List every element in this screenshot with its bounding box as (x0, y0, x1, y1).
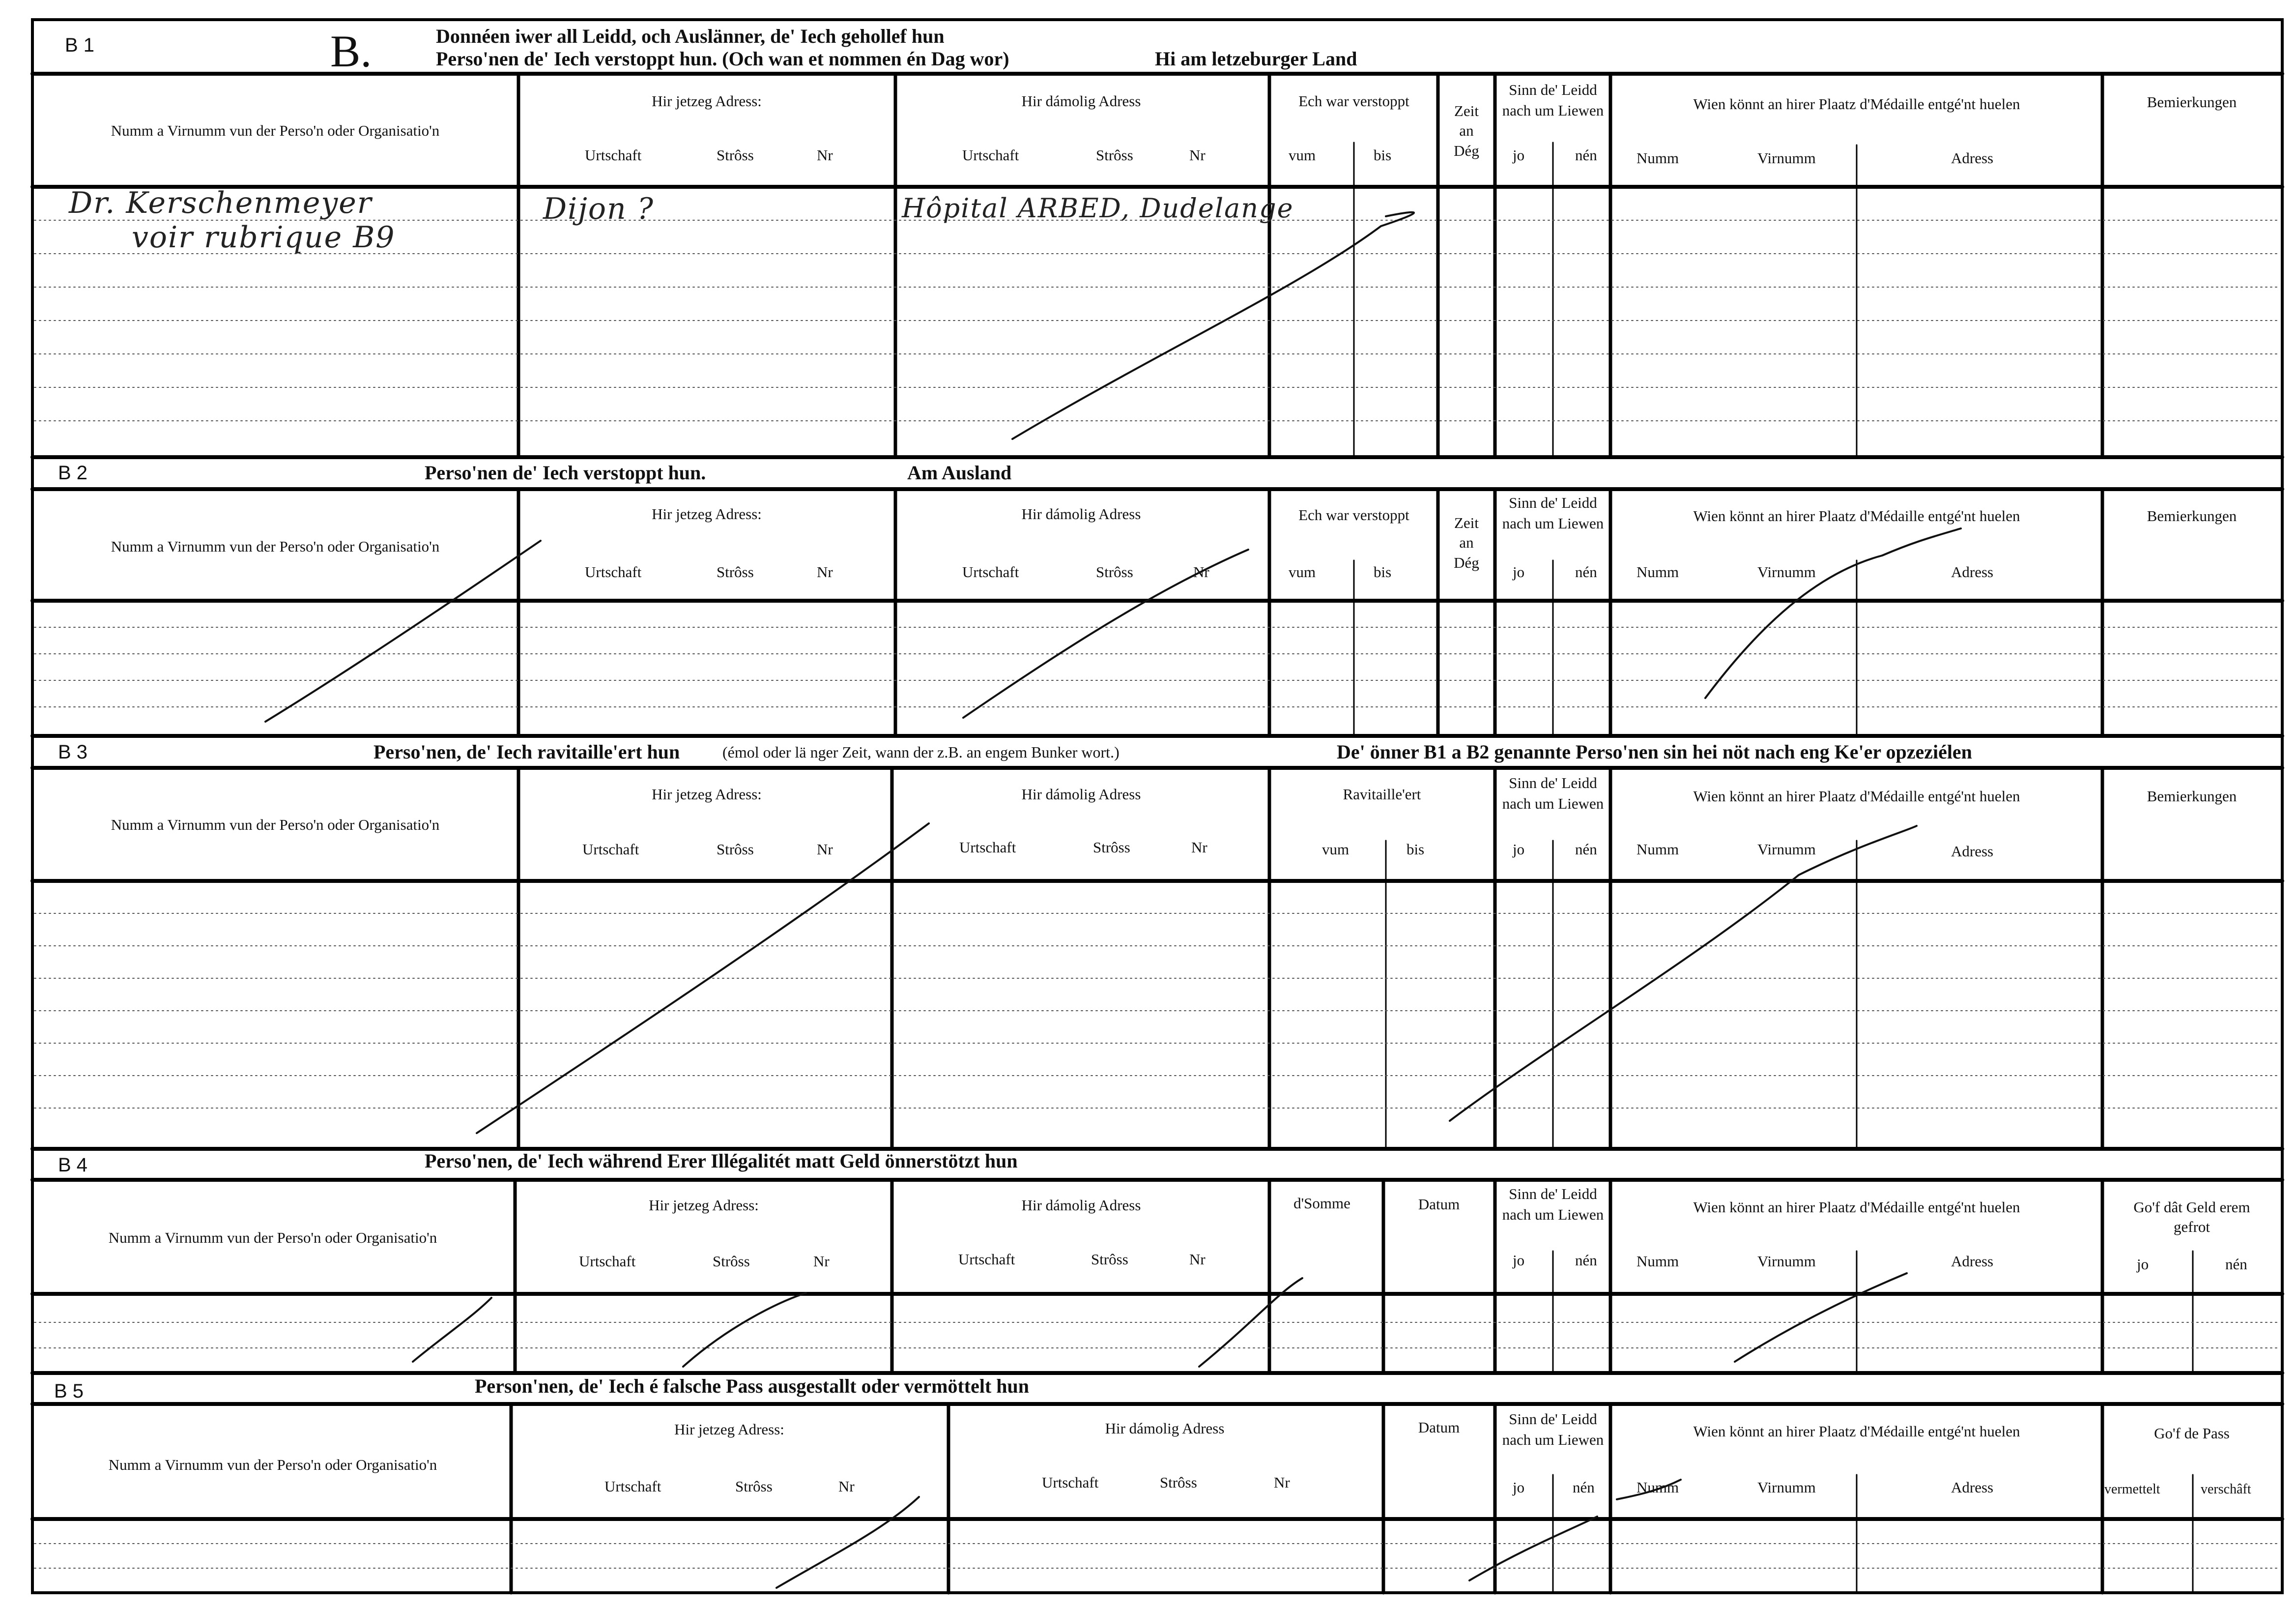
b5-col-arranged: vermettelt (2104, 1482, 2160, 1497)
b1-col-alive: Sinn de' Leidd nach um Liewen (1502, 81, 1604, 119)
b4-col-sum: d'Somme (1293, 1195, 1350, 1212)
b2-col-former-locality: Urtschaft (962, 563, 1019, 581)
b5-col-yes: jo (1513, 1479, 1525, 1496)
b5-col-former-address: Hir dámolig Adress (1105, 1420, 1225, 1437)
b4-col-surname: Numm (1636, 1253, 1679, 1270)
b5-col-current-address: Hir jetzeg Adress: (674, 1421, 784, 1438)
b5-col-name: Numm a Virnumm vun der Perso'n oder Organisatio'n (108, 1456, 437, 1473)
b3-col-medal: Wien könnt an hirer Plaatz d'Médaille entgé'nt huelen (1693, 788, 2020, 805)
b3-col-number: Nr (817, 841, 833, 858)
b2-col-alive: Sinn de' Leidd nach um Liewen (1502, 494, 1604, 532)
b2-col-number: Nr (817, 563, 833, 581)
b2-col-former-street: Strôss (1096, 563, 1133, 581)
b1-col-address: Adress (1951, 149, 1994, 167)
b5-col-former-number: Nr (1274, 1474, 1290, 1491)
b4-col-number: Nr (813, 1253, 830, 1270)
section-b2-title-suffix: Am Ausland (907, 462, 1012, 484)
b4-col-yes: jo (1513, 1252, 1525, 1269)
b4-col-former-address: Hir dámolig Adress (1021, 1197, 1141, 1214)
b1-col-surname: Numm (1636, 149, 1679, 167)
section-b2-code: B 2 (58, 462, 88, 484)
b2-col-firstname: Virnumm (1757, 563, 1816, 581)
b2-col-to: bis (1374, 563, 1392, 581)
b5-col-no: nén (1573, 1479, 1595, 1496)
b3-col-former-street: Strôss (1093, 839, 1130, 856)
b3-col-surname: Numm (1636, 841, 1679, 858)
b4-col-locality: Urtschaft (579, 1253, 636, 1270)
b5-col-address: Adress (1951, 1479, 1994, 1496)
b3-col-former-number: Nr (1191, 839, 1207, 856)
b3-col-former-locality: Urtschaft (959, 839, 1016, 856)
b1-handwritten-name: Dr. Kerschenmeyer (69, 186, 373, 220)
b3-col-former-address: Hir dámolig Adress (1021, 786, 1141, 803)
b2-col-street: Strôss (717, 563, 754, 581)
b1-col-current-address: Hir jetzeg Adress: (652, 92, 762, 110)
b4-col-money-back: Go'f dât Geld erem gefrot (2133, 1198, 2250, 1236)
b5-col-street: Strôss (735, 1478, 773, 1495)
b3-col-locality: Urtschaft (582, 841, 639, 858)
b5-col-passport: Go'f de Pass (2154, 1425, 2230, 1442)
b1-handwritten-former-place: Hôpital ARBED, Dudelange (902, 193, 1294, 224)
b1-col-firstname: Virnumm (1757, 149, 1816, 167)
b1-col-former-locality: Urtschaft (962, 146, 1019, 164)
b4-col-name: Numm a Virnumm vun der Perso'n oder Organisatio'n (108, 1229, 437, 1246)
section-b1-code: B 1 (65, 34, 95, 56)
b1-col-no: nén (1575, 146, 1597, 164)
section-b5-code: B 5 (54, 1380, 84, 1402)
b1-col-locality: Urtschaft (585, 146, 642, 164)
b1-col-number: Nr (817, 146, 833, 164)
b2-col-from: vum (1289, 563, 1316, 581)
b1-col-yes: jo (1513, 146, 1525, 164)
b3-col-current-address: Hir jetzeg Adress: (652, 786, 762, 803)
b4-col-former-street: Strôss (1091, 1251, 1128, 1268)
b3-col-no: nén (1575, 841, 1597, 858)
b4-col-former-number: Nr (1189, 1251, 1205, 1268)
b2-col-former-address: Hir dámolig Adress (1021, 505, 1141, 523)
b4-col-alive: Sinn de' Leidd nach um Liewen (1502, 1185, 1604, 1223)
section-b3-code: B 3 (58, 741, 88, 763)
b1-col-to: bis (1374, 146, 1392, 164)
b1-col-name: Numm a Virnumm vun der Perso'n oder Organisatio'n (111, 122, 440, 139)
b1-col-days: Zeit an Dég (1454, 102, 1479, 159)
b5-col-number: Nr (838, 1478, 855, 1495)
b2-col-address: Adress (1951, 563, 1994, 581)
section-b3-title-suffix: De' önner B1 a B2 genannte Perso'nen sin hei nöt nach eng Ke'er opzeziélen (1337, 741, 1972, 763)
b5-col-locality: Urtschaft (604, 1478, 661, 1495)
section-b5-title: Person'nen, de' Iech é falsche Pass ausgestallt oder vermöttelt hun (475, 1375, 1030, 1397)
section-b3-title: Perso'nen, de' Iech ravitaille'ert hun (373, 741, 680, 763)
b2-col-former-number: Nr (1193, 563, 1209, 581)
b4-col-money-yes: jo (2137, 1256, 2149, 1273)
section-b1-title-suffix: Hi am letzeburger Land (1155, 48, 1357, 70)
section-b1-title-line1: Donnéen iwer all Leidd, och Auslänner, de' Iech gehollef hun (436, 25, 945, 47)
b3-col-yes: jo (1513, 841, 1525, 858)
b2-col-hidden: Ech war verstoppt (1298, 506, 1409, 524)
section-b1-title-line2: Perso'nen de' Iech verstoppt hun. (Och wan et nommen én Dag wor) (436, 48, 1009, 70)
b4-col-firstname: Virnumm (1757, 1253, 1816, 1270)
b1-col-remarks: Bemierkungen (2147, 93, 2237, 111)
b4-col-money-no: nén (2225, 1256, 2247, 1273)
b3-col-street: Strôss (717, 841, 754, 858)
section-b2-title: Perso'nen de' Iech verstoppt hun. (425, 462, 706, 484)
b4-col-no: nén (1575, 1252, 1597, 1269)
b1-handwritten-current-place: Dijon ? (543, 192, 654, 226)
b1-col-hidden: Ech war verstoppt (1298, 92, 1409, 110)
b3-col-alive: Sinn de' Leidd nach um Liewen (1502, 774, 1604, 812)
b2-col-days: Zeit an Dég (1454, 514, 1479, 571)
b2-col-name: Numm a Virnumm vun der Perso'n oder Organisatio'n (111, 538, 440, 555)
b1-col-from: vum (1289, 146, 1316, 164)
b1-col-street: Strôss (717, 146, 754, 164)
b5-col-former-locality: Urtschaft (1042, 1474, 1099, 1491)
b1-col-former-street: Strôss (1096, 146, 1133, 164)
b2-col-current-address: Hir jetzeg Adress: (652, 505, 762, 523)
form-letter: B. (330, 26, 372, 76)
b3-col-address: Adress (1951, 843, 1994, 860)
b4-col-medal: Wien könnt an hirer Plaatz d'Médaille entgé'nt huelen (1693, 1198, 2020, 1216)
b2-col-remarks: Bemierkungen (2147, 507, 2237, 525)
b4-col-date: Datum (1418, 1196, 1460, 1213)
b3-col-supplied: Ravitaille'ert (1343, 786, 1421, 803)
b5-col-procured: verschâft (2201, 1482, 2251, 1497)
b1-col-former-address: Hir dámolig Adress (1021, 92, 1141, 110)
b5-col-alive: Sinn de' Leidd nach um Liewen (1502, 1410, 1604, 1448)
b4-col-address: Adress (1951, 1253, 1994, 1270)
b2-col-medal: Wien könnt an hirer Plaatz d'Médaille entgé'nt huelen (1693, 507, 2020, 525)
b3-col-remarks: Bemierkungen (2147, 788, 2237, 805)
b2-col-surname: Numm (1636, 563, 1679, 581)
b3-col-from: vum (1322, 841, 1349, 858)
b1-col-medal: Wien könnt an hirer Plaatz d'Médaille entgé'nt huelen (1693, 95, 2020, 113)
b2-col-yes: jo (1513, 563, 1525, 581)
section-b4-code: B 4 (58, 1154, 88, 1176)
b2-col-no: nén (1575, 563, 1597, 581)
section-b3-title-note: (émol oder lä nger Zeit, wann der z.B. an engem Bunker wort.) (722, 743, 1119, 761)
b3-col-to: bis (1406, 841, 1425, 858)
b5-col-surname: Numm (1636, 1479, 1679, 1496)
b5-col-former-street: Strôss (1160, 1474, 1197, 1491)
b1-handwritten-reference: voir rubrique B9 (132, 220, 396, 255)
b5-col-firstname: Virnumm (1757, 1479, 1816, 1496)
b5-col-date: Datum (1418, 1419, 1460, 1436)
b4-col-former-locality: Urtschaft (958, 1251, 1015, 1268)
b2-col-locality: Urtschaft (585, 563, 642, 581)
b1-col-former-number: Nr (1189, 146, 1205, 164)
b4-col-current-address: Hir jetzeg Adress: (649, 1197, 759, 1214)
b4-col-street: Strôss (713, 1253, 750, 1270)
b5-col-medal: Wien könnt an hirer Plaatz d'Médaille entgé'nt huelen (1693, 1423, 2020, 1440)
b3-col-firstname: Virnumm (1757, 841, 1816, 858)
section-b4-title: Perso'nen, de' Iech während Erer Illégalitét matt Geld önnerstötzt hun (425, 1150, 1018, 1172)
b3-col-name: Numm a Virnumm vun der Perso'n oder Organisatio'n (111, 816, 440, 833)
